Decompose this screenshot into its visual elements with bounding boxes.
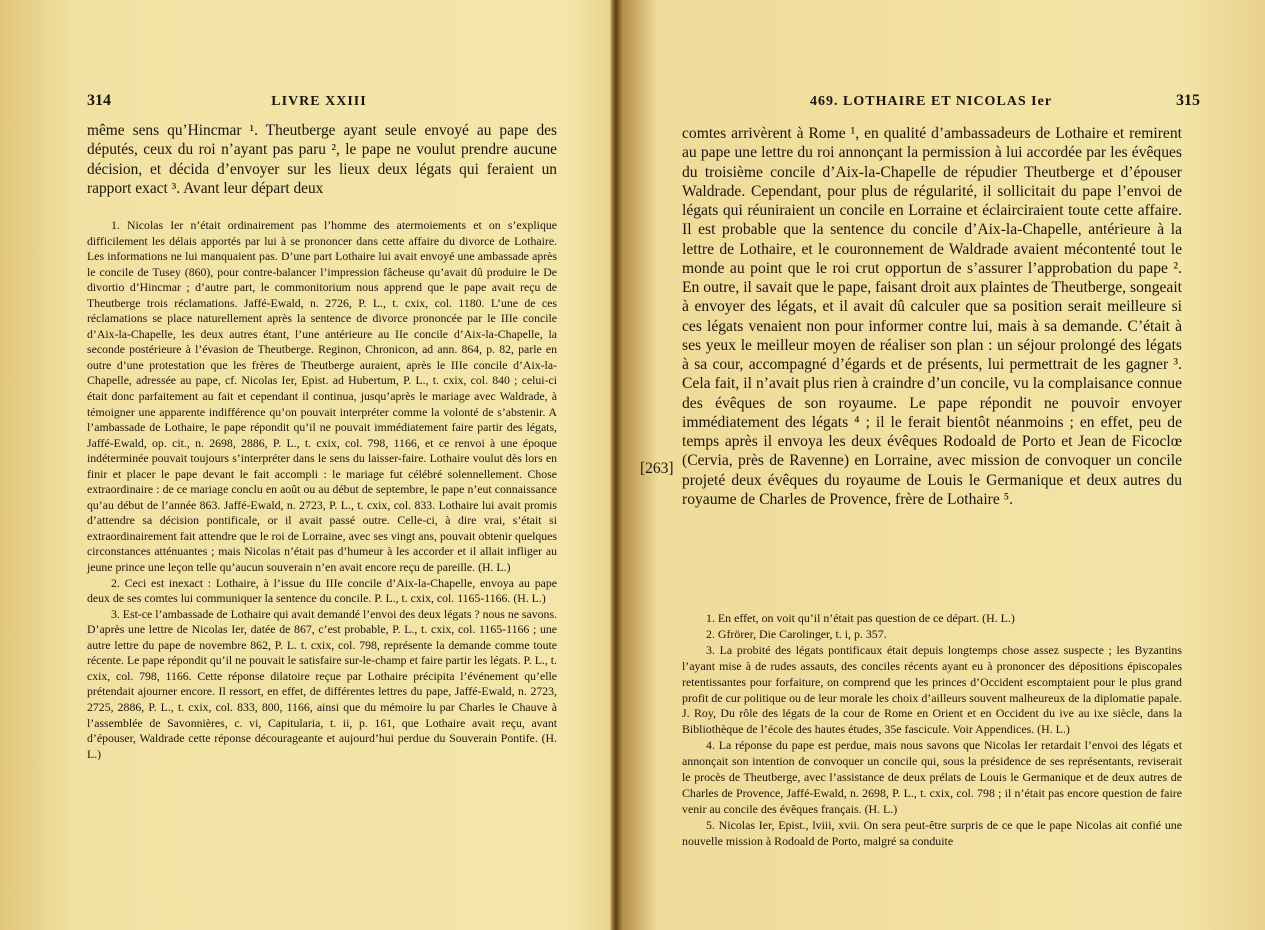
footnote: 3. Est-ce l’ambassade de Lothaire qui avait demandé l’envoi des deux légats ? nous ne savons. D’après une lettre de Nicolas Ier, datée de 867, c’est probable, P. L., t. cxix, col. 1165-1166 ; une autre lettre du pape de novembre 862, P. L. t. cxix, col. 798, représente la demande comme toute récente. Le pape répondit qu’il ne pouvait le satisfaire sur-le-champ et faire partir les légats. P. L., t. cxix, col. 798, 1166. Cette réponse dilatoire reçue par Lothaire précipita l’événement qu’elle prétendait ajourner encore. Il ressort, en effet, de différentes lettres du pape, Jaffé-Ewald, n. 2723, 2725, 2886, P. L., t. cxix, col. 833, 800, 1166, ainsi que du mémoire lu par Charles le Chauve à l’assemblée de Savonnières, c. vi, Capitularia, t. ii, p. 161, que Lothaire avait reçu, avant d’épouser, Waldrade cette réponse décourageante et aujourd’hui perdue du Souverain Pontife. (H. L.): [87, 606, 557, 761]
footnote: 1. En effet, on voit qu’il n’était pas question de ce départ. (H. L.): [706, 611, 1015, 625]
right-page: [620, 0, 1265, 930]
footnotes: [87, 218, 557, 762]
footnote: 3. La probité des légats pontificaux était depuis longtemps chose assez suspecte ; les Byzantins l’ayant mise à de rudes assauts, des conciles récents ayant eu à prononcer des dépositions épiscopales retentissantes pour forfaiture, on comprend que les princes d’Occident escomptaient pour le plus grand profit de cur politique ou de leur morale les choix d’ailleurs souvent malheureux de la diplomatie papale. J. Roy, Du rôle des légats de la cour de Rome en Orient et en Occident du ive au ixe siècle, dans la Bibliothèque de l’école des hautes études, 35e fascicule. Voir Appendices. (H. L.): [682, 642, 1182, 737]
running-head: 469. LOTHAIRE ET NICOLAS Ier: [810, 94, 1053, 109]
body-paragraph: comtes arrivèrent à Rome ¹, en qualité d’ambassadeurs de Lothaire et remirent au pape une lettre du roi annonçant la permission à lui accordée par les évêques du troisième concile d’Aix-la-Chapelle de répudier Theutberge et d’épouser Waldrade. Cependant, pour plus de régularité, il sollicitait du pape l’envoi de légats qui réuniraient un concile en Lorraine et éclairciraient toute cette affaire. Il est probable que la sentence du concile d’Aix-la-Chapelle, antérieure à la lettre de Lothaire, et le couronnement de Waldrade avaient mécontenté tout le monde au point que le roi crut opportun de s’assurer l’approbation du pape ². En outre, il savait que le pape, faisant droit aux plaintes de Theutberge, songeait à envoyer des légats, et il avait dû calculer que sa position serait meilleure si ces légats venaient non pour informer contre lui, mais à sa demande. C’était à ses yeux le meilleur moyen de réaliser son plan : un séjour prolongé des légats à sa cour, accompagné d’égards et de présents, lui permettrait de les gagner ³. Cela fait, il n’avait plus rien à craindre d’un concile, vu la complaisance connue des évêques de son royaume. Le pape répondit ne pouvoir envoyer immédiatement des légats ⁴ ; il le ferait bientôt néanmoins ; en effet, peu de temps après il envoya les deux évêques Rodoald de Porto et Jean de Ficoclœ (Cervia, près de Ravenne) en Lorraine, avec mission de convoquer un concile projeté deux évêques du royaume de Louis le Germanique et deux autres du royaume de Charles de Provence, frère de Lothaire ⁵.: [682, 125, 1182, 508]
footnote: 2. Ceci est inexact : Lothaire, à l’issue du IIIe concile d’Aix-la-Chapelle, envoya au pape deux de ses comtes lui communiquer la sentence du concile. P. L., t. cxix, col. 1165-1166. (H. L.): [87, 575, 557, 606]
footnote: 5. Nicolas Ier, Epist., lviii, xvii. On sera peut-être surpris de ce que le pape Nicolas ait confié une nouvelle mission à Rodoald de Porto, malgré sa conduite: [682, 817, 1182, 848]
page-number: 314: [87, 92, 111, 109]
margin-reference: [263]: [640, 460, 674, 477]
body-paragraph: même sens qu’Hincmar ¹. Theutberge ayant seule envoyé au pape des députés, ceux du roi n’ayant pas paru ², le pape ne voulut prendre aucune décision, et décida d’envoyer sur les lieux deux légats qui feraient un rapport exact ³. Avant leur départ deux: [87, 122, 557, 198]
running-head: LIVRE XXIII: [271, 94, 367, 109]
left-header: [87, 92, 557, 110]
page-number: 315: [1176, 92, 1200, 109]
main-text: [87, 121, 557, 199]
main-text: [682, 124, 1182, 509]
footnote: 4. La réponse du pape est perdue, mais nous savons que Nicolas Ier retardait l’envoi des légats et annonçait son intention de convoquer un concile qui, sous la présidence de ses représentants, reviserait le procès de Theutberge, avec l’assistance de deux prélats de Louis le Germanique et de deux autres de Charles de Provence, Jaffé-Ewald, n. 2698, P. L., t. cxix, col. 798 ; il n’était pas encore question de faire venir au concile des évêques français. (H. L.): [682, 738, 1182, 816]
footnote: 2. Gfrörer, Die Carolinger, t. i, p. 357.: [706, 626, 887, 641]
right-header: [810, 92, 1200, 110]
footnotes: [682, 611, 1182, 850]
left-page: [0, 0, 608, 930]
footnote: 1. Nicolas Ier n’était ordinairement pas l’homme des atermoiements et on s’explique difficilement les délais apportés par lui à se prononcer dans cette affaire du divorce de Lothaire. Les informations ne lui manquaient pas. D’une part Lothaire lui avait envoyé une ambassade après le concile de Tusey (860), pour contre-balancer l’impression fâcheuse qu’avait dû produire le De divortio d’Hincmar ; d’autre part, le commonitorium nous apprend que le pape avait reçu de Theutberge trois réclamations. Jaffé-Ewald, n. 2726, P. L., t. cxix, col. 1180. L’une de ces réclamations se place naturellement après la sentence de divorce prononcée par le IIIe concile d’Aix-la-Chapelle, les deux autres étant, l’une antérieure au IIe concile d’Aix-la-Chapelle, la seconde postérieure à l’évasion de Theutberge. Reginon, Chronicon, ad ann. 864, p. 82, parle en outre d’une protestation que les frères de Theutberge auraient, après le IIIe concile d’Aix-la-Chapelle, adressée au pape, cf. Nicolas Ier, Epist. ad Hubertum, P. L., t. cxix, col. 840 ; celui-ci était donc parfaitement au fait et cependant il continua, jusqu’après le mariage avec Waldrade, à témoigner une apparente indifférence qu’on pouvait interpréter comme la volonté de s’abstenir. A l’ambassade de Lothaire, le pape répondit qu’il ne pouvait immédiatement faire partir des légats, Jaffé-Ewald, op. cit., n. 2698, 2886, P. L., t. cxix, col. 798, 1166, et ce renvoi à une époque indéterminée pouvait toujours s’interpréter dans le sens du laisser-faire. Lothaire voulut dès lors en finir et placer le pape devant le fait accompli : le mariage fut célébré solennellement. Chose extraordinaire : de ce mariage conclu en août ou au début de septembre, le pape n’eut connaissance qu’au début de l’année 863. Jaffé-Ewald, n. 2723, P. L., t. cxix, col. 833. Lothaire lui avait promis d’attendre sa décision pontificale, or il avait passé outre. Celle-ci, à dire vrai, s’était si extraordinairement fait attendre que le roi de Lorraine, avec ses vingt ans, pouvait obtenir quelques circonstances atténuantes ; mais Nicolas n’était pas d’humeur à les accorder et il allait infliger au jeune prince une leçon telle qu’aucun souverain n’en avait encore reçu de pareille. (H. L.): [87, 218, 557, 575]
